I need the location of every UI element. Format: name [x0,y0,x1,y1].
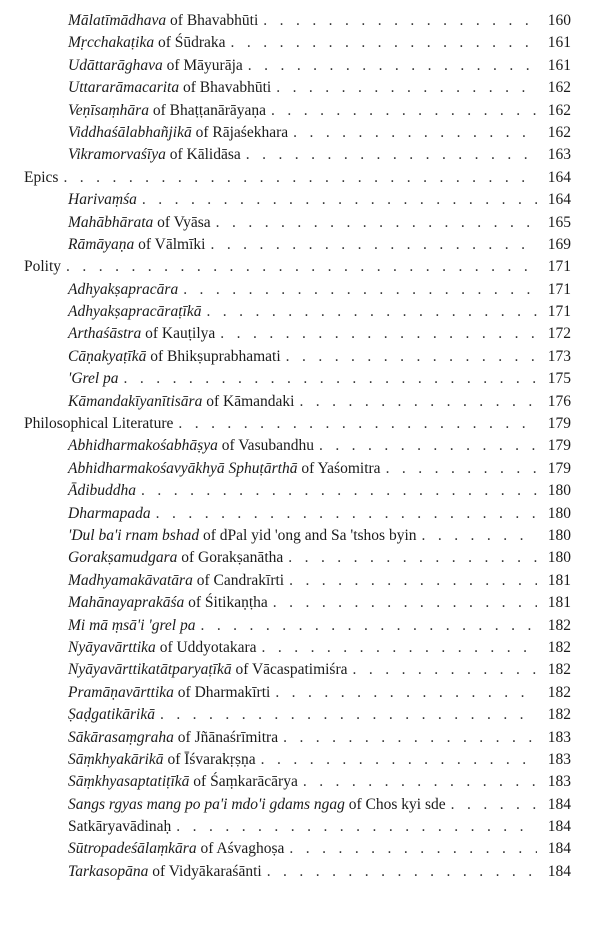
toc-entry-title [68,570,284,592]
dot-leader [160,704,537,726]
toc-entry-work-title: 'Grel pa [68,370,119,388]
toc-entry [0,570,600,592]
toc-entry-work-title: Madhyamakāvatāra [68,571,193,589]
toc-entry [0,301,600,323]
toc-page-number: 180 [547,482,571,500]
toc-entry [0,323,600,345]
toc-page-number: 162 [547,123,571,141]
toc-entry-author: of Kauṭilya [141,325,216,343]
toc-page-number: 172 [547,325,571,343]
toc-entry [0,100,600,122]
toc-entry-work-title: Rāmāyaṇa [68,235,135,253]
toc-entry-work-title: Veṇīsaṃhāra [68,101,149,119]
toc-entry-work-title: Udāttarāghava [68,56,163,74]
toc-entry-work-title: Cāṇakyaṭīkā [68,347,147,365]
toc-entry-author: of Vasubandhu [217,437,314,455]
toc-entry-work-title: Abhidharmakośabhāṣya [68,437,218,455]
toc-entry-author: Epics [24,168,59,186]
toc-entry-author: Philosophical Literature [24,415,174,433]
toc-page-number: 171 [547,303,571,321]
toc-entry-work-title: Sangs rgyas mang po pa'i mdo'i gdams ngag [68,795,345,813]
toc-page-number: 182 [547,683,571,701]
toc-entry [0,144,600,166]
toc-page-number: 180 [547,549,571,567]
toc-entry-author: of Kālidāsa [165,146,241,164]
toc-page-number: 183 [547,773,571,791]
toc-entry-work-title: Sūtropadeśālaṃkāra [68,840,197,858]
toc-entry-author: of Uddyotakara [155,638,257,656]
toc-section-heading [0,256,600,278]
toc-page-number: 181 [547,594,571,612]
dot-leader [220,323,537,345]
toc-entry [0,435,600,457]
toc-entry-title [68,794,446,816]
toc-entry-title [68,838,284,860]
toc-page-number: 161 [547,56,571,74]
toc-entry-title [68,816,171,838]
toc-page-number: 160 [547,12,571,29]
toc-page-number: 183 [547,728,571,746]
toc-entry-title [68,547,283,569]
toc-page-number: 183 [547,750,571,768]
toc-entry-title [68,704,155,726]
toc-page-number: 164 [547,191,571,209]
toc-entry-title [24,413,173,435]
dot-leader [276,77,537,99]
dot-leader [210,234,537,256]
dot-leader [178,413,537,435]
toc-entry-title [68,435,314,457]
toc-entry [0,615,600,637]
toc-entry-author: Satkāryavādinaḥ [68,818,172,836]
toc-entry-title [68,727,278,749]
toc-entry-author: of dPal yid 'ong and Sa 'tshos byin [199,526,417,544]
toc-entry-title [68,301,201,323]
toc-entry-title [68,100,266,122]
dot-leader [451,794,537,816]
toc-entry-author: of Īśvarakṛṣṇa [163,750,256,768]
toc-entry [0,682,600,704]
toc-entry-title [68,144,241,166]
toc-entry-title [68,10,258,32]
toc-entry [0,391,600,413]
dot-leader [66,256,537,278]
toc-page-number: 162 [547,101,571,119]
toc-entry-author: of Kāmandaki [202,392,295,410]
toc-entry-author: of Māyurāja [162,56,243,74]
toc-entry-author: of Vidyākaraśānti [148,862,262,880]
toc-entry [0,592,600,614]
toc-entry-title [24,256,61,278]
toc-entry-author: of Śūdraka [154,34,226,52]
toc-entry-work-title: Mahābhārata [68,213,154,231]
toc-entry [0,838,600,860]
toc-entry [0,480,600,502]
toc-page-number: 180 [547,526,571,544]
toc-entry-author: of Dharmakīrti [173,683,271,701]
toc-page-number: 182 [547,706,571,724]
toc-entry [0,10,600,32]
dot-leader [319,435,537,457]
toc-entry [0,659,600,681]
toc-page-number: 169 [547,235,571,253]
toc-entry [0,794,600,816]
toc-entry-title [68,771,298,793]
toc-entry-title [68,525,417,547]
toc-page-number: 179 [547,459,571,477]
toc-entry [0,816,600,838]
toc-page-number: 184 [547,818,571,836]
dot-leader [63,167,537,189]
toc-entry-title [68,323,215,345]
toc-entry-title [68,861,262,883]
toc-entry-author: of Vālmīki [134,235,206,253]
toc-entry [0,279,600,301]
toc-entry-work-title: Dharmapada [68,504,151,522]
toc-entry [0,771,600,793]
dot-leader [262,637,537,659]
toc-entry-title [68,212,211,234]
toc-entry-title [68,189,137,211]
toc-entry-author: Polity [24,258,62,276]
toc-entry-work-title: Adhyakṣapracāra [68,280,179,298]
toc-entry-title [68,458,381,480]
toc-entry-work-title: Sākārasaṃgraha [68,728,174,746]
toc-entry-work-title: Harivaṃśa [68,191,137,209]
toc-entry-author: of Vācaspatimiśra [231,661,348,679]
toc-page-number: 162 [547,79,571,97]
toc-entry-work-title: Ādibuddha [68,482,137,500]
toc-page-number: 161 [547,34,571,52]
toc-entry-author: of Rājaśekhara [191,123,289,141]
toc-entry [0,458,600,480]
toc-entry [0,749,600,771]
toc-entry-work-title: Adhyakṣapracāraṭīkā [68,303,202,321]
dot-leader [271,100,537,122]
dot-leader [289,838,537,860]
toc-entry-author: of Vyāsa [153,213,211,231]
toc-entry-work-title: Uttararāmacarita [68,79,180,97]
dot-leader [231,32,537,54]
toc-entry-author: of Śaṃkarācārya [189,773,298,791]
dot-leader [176,816,537,838]
toc-page-number: 184 [547,795,571,813]
dot-leader [156,503,537,525]
toc-entry-author: of Jñānaśrīmitra [173,728,279,746]
toc-page-number: 173 [547,347,571,365]
toc-section-heading [0,167,600,189]
toc-entry [0,77,600,99]
toc-entry [0,727,600,749]
toc-entry-title [68,122,288,144]
toc-entry-work-title: 'Dul ba'i rnam bshad [68,526,200,544]
dot-leader [286,346,537,368]
toc-entry-work-title: Mahānayaprakāśa [68,594,185,612]
toc-entry-author: of Candrakīrti [192,571,285,589]
toc-page-number: 179 [547,415,571,433]
toc-entry [0,861,600,883]
dot-leader [386,458,537,480]
toc-entry [0,503,600,525]
toc-page-number: 163 [547,146,571,164]
dot-leader [303,771,537,793]
toc-entry-work-title: Viddhaśālabhañjikā [68,123,192,141]
toc-entry-title [68,234,205,256]
toc-section-heading [0,413,600,435]
dot-leader [142,189,537,211]
toc-page-number: 165 [547,213,571,231]
toc-page-number: 182 [547,661,571,679]
toc-page-number: 171 [547,258,571,276]
toc-entry-title [68,480,136,502]
toc-entry [0,234,600,256]
toc-entry-work-title: Pramāṇavārttika [68,683,174,701]
toc-entry-work-title: Tarkasopāna [68,862,149,880]
toc-entry [0,368,600,390]
toc-entry-title [68,279,178,301]
toc-page-number: 181 [547,571,571,589]
toc-entry-work-title: Abhidharmakośavyākhyā Sphuṭārthā [68,459,298,477]
toc-page-number: 182 [547,638,571,656]
toc-entry-title [68,637,257,659]
toc-entry-title [68,77,271,99]
toc-entry-work-title: Mi mā ṃsā'i 'grel pa [68,616,196,634]
dot-leader [275,682,537,704]
toc-entry-title [68,391,294,413]
table-of-contents [0,10,600,883]
toc-page-number: 175 [547,370,571,388]
toc-entry [0,55,600,77]
dot-leader [261,749,537,771]
toc-entry [0,704,600,726]
toc-entry-title [68,503,151,525]
toc-entry-author: of Śitikaṇṭha [184,594,268,612]
toc-entry-work-title: Ṣaḍgatikārikā [68,706,155,724]
toc-entry-author: of Bhaṭṭanārāyaṇa [148,101,267,119]
dot-leader [216,212,537,234]
toc-page-number: 179 [547,437,571,455]
toc-entry [0,637,600,659]
dot-leader [422,525,538,547]
toc-entry-author: of Aśvaghoṣa [196,840,285,858]
toc-entry-work-title: Sāṃkhyakārikā [68,750,164,768]
dot-leader [200,615,537,637]
toc-entry-work-title: Gorakṣamudgara [68,549,178,567]
toc-entry-work-title: Kāmandakīyanītisāra [68,392,203,410]
toc-entry-title [24,167,58,189]
toc-entry-work-title: Mṛcchakaṭika [68,34,155,52]
toc-entry [0,525,600,547]
toc-page-number: 171 [547,280,571,298]
toc-entry [0,189,600,211]
toc-entry-title [68,682,270,704]
dot-leader [299,391,537,413]
toc-entry-title [68,615,195,637]
toc-entry-work-title: Sāṃkhyasaptatiṭīkā [68,773,190,791]
toc-entry-title [68,592,268,614]
toc-page-number: 180 [547,504,571,522]
dot-leader [273,592,537,614]
dot-leader [141,480,537,502]
toc-entry-work-title: Vikramorvaśīya [68,146,166,164]
dot-leader [283,727,537,749]
dot-leader [293,122,537,144]
toc-entry [0,122,600,144]
toc-entry [0,547,600,569]
toc-entry [0,212,600,234]
toc-entry-author: of Bhavabhūti [179,79,272,97]
toc-entry-work-title: Arthaśāstra [68,325,142,343]
dot-leader [248,55,537,77]
toc-entry-work-title: Nyāyavārttika [68,638,156,656]
toc-entry-title [68,32,226,54]
toc-page-number: 182 [547,616,571,634]
toc-page-number: 176 [547,392,571,410]
toc-entry-author: of Yaśomitra [297,459,381,477]
toc-entry-title [68,749,256,771]
dot-leader [183,279,537,301]
dot-leader [124,368,537,390]
toc-entry-title [68,346,281,368]
dot-leader [288,547,537,569]
toc-entry-title [68,55,243,77]
toc-entry-work-title: Nyāyavārttikatātparyaṭīkā [68,661,232,679]
dot-leader [246,144,537,166]
dot-leader [353,659,537,681]
toc-page-number: 164 [547,168,571,186]
dot-leader [206,301,537,323]
toc-entry-work-title: Mālatīmādhava [68,12,167,29]
toc-entry-author: of Bhikṣuprabhamati [146,347,281,365]
toc-entry [0,346,600,368]
toc-page-number: 184 [547,840,571,858]
toc-entry-author: of Chos kyi sde [344,795,446,813]
dot-leader [289,570,537,592]
dot-leader [267,861,537,883]
toc-entry-author: of Gorakṣanātha [177,549,284,567]
toc-entry [0,32,600,54]
toc-page-number: 184 [547,862,571,880]
dot-leader [263,10,537,32]
toc-entry-title [68,368,119,390]
toc-entry-title [68,659,348,681]
toc-entry-author: of Bhavabhūti [166,12,259,29]
